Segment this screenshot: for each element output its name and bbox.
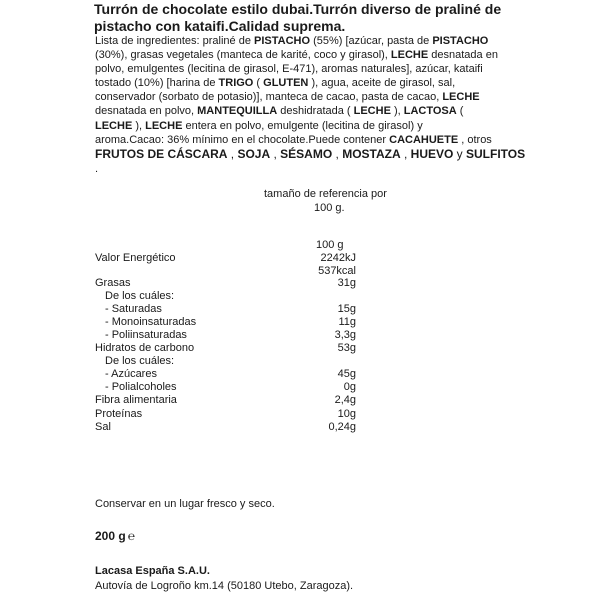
- allergen: LECHE: [145, 119, 183, 132]
- nutrient-value: 15g: [337, 303, 356, 316]
- ingredients-text: ),: [390, 105, 404, 118]
- allergen: LECHE: [95, 119, 133, 132]
- title-line-1: Turrón de chocolate estilo dubai.Turrón diverso de praliné de: [94, 1, 502, 17]
- allergen: PISTACHO: [432, 35, 489, 47]
- ingredients-text: desnatada en polvo,: [95, 105, 198, 118]
- ingredients-text: (55%) [azúcar, pasta de: [310, 35, 433, 47]
- allergen: MOSTAZA: [342, 146, 401, 161]
- nutrient-label: Hidratos de carbono: [95, 342, 195, 355]
- estimated-sign-icon: ℮: [127, 529, 135, 543]
- ingredients-text: deshidratada (: [277, 105, 354, 118]
- allergen: SÉSAMO: [280, 146, 333, 161]
- ingredients-list: [95, 34, 526, 176]
- allergen: LECHE: [353, 105, 391, 118]
- nutrient-value: 0g: [343, 381, 356, 394]
- ingredients-text: , otros: [458, 133, 492, 146]
- ingredients-text: ,: [400, 146, 411, 161]
- ingredients-text: polvo, emulgentes (lecitina de girasol, E-471), aromas naturales], azúcar, kataifi: [95, 63, 483, 76]
- nutrient-label: Proteínas: [95, 407, 143, 420]
- ingredients-text: tostado (10%) [harina de: [95, 77, 219, 90]
- allergen: PISTACHO: [254, 35, 311, 47]
- storage-instructions: Conservar en un lugar fresco y seco.: [95, 498, 275, 510]
- ingredients-text: (: [456, 105, 464, 118]
- ingredients-text: ),: [132, 119, 146, 132]
- nutrient-label: Grasas: [95, 277, 131, 289]
- reference-note: [264, 187, 387, 215]
- allergen: FRUTOS DE CÁSCARA: [95, 146, 228, 161]
- ingredients-text: ,: [227, 146, 238, 161]
- reference-line-2: 100 g.: [314, 202, 345, 214]
- ingredients-text: ,: [270, 146, 281, 161]
- ingredients-text: .: [95, 162, 99, 175]
- reference-line-1: tamaño de referencia por: [264, 188, 387, 200]
- ingredients-text: ,: [332, 146, 343, 161]
- nutrient-value: 53g: [337, 342, 356, 355]
- nutrient-value: 11g: [338, 316, 356, 329]
- ingredients-text: Lista de ingredientes: praliné de: [95, 35, 254, 47]
- allergen: LECHE: [390, 49, 429, 62]
- nutrient-value: 10g: [337, 407, 356, 420]
- nutrient-label: De los cuáles:: [105, 290, 175, 303]
- nutrient-label: - Poliinsaturadas: [105, 329, 187, 342]
- nutrient-label: - Monoinsaturadas: [105, 316, 197, 329]
- company-name: Lacasa España S.A.U.: [95, 565, 210, 577]
- product-title: [94, 1, 514, 35]
- nutrient-value: 0,24g: [328, 420, 356, 433]
- nutrient-label: Fibra alimentaria: [95, 394, 177, 407]
- allergen: GLUTEN: [263, 77, 309, 90]
- ingredients-text: (30%), grasas vegetales (manteca de karité, coco y girasol),: [95, 49, 391, 62]
- ingredients-text: desnatada en: [428, 49, 498, 62]
- nutrient-value: 31g: [337, 277, 356, 289]
- allergen: LACTOSA: [403, 105, 457, 118]
- nutrient-label: - Azúcares: [105, 368, 157, 381]
- company-address: Autovía de Logroño km.14 (50180 Utebo, Zaragoza).: [95, 580, 354, 592]
- nutrient-label: - Saturadas: [105, 303, 162, 316]
- nutrient-label: - Polialcoholes: [105, 381, 177, 394]
- nutrient-label: Sal: [95, 420, 111, 433]
- energy-label: Valor Energético: [95, 252, 176, 264]
- allergen: SOJA: [237, 146, 271, 161]
- ingredients-text: entera en polvo, emulgente (lecitina de girasol) y: [182, 119, 423, 132]
- nutrient-label: De los cuáles:: [105, 355, 175, 368]
- allergen: HUEVO: [410, 146, 454, 161]
- allergen: CACAHUETE: [389, 133, 459, 146]
- allergen: MANTEQUILLA: [197, 105, 278, 118]
- ingredients-text: ), agua, aceite de girasol, sal,: [308, 77, 456, 90]
- allergen: TRIGO: [218, 77, 254, 90]
- nutrient-value: 3,3g: [334, 329, 356, 342]
- net-weight-value: 200 g: [95, 529, 126, 543]
- net-weight: [95, 529, 135, 543]
- nutrient-value: 45g: [337, 368, 356, 381]
- ingredients-text: conservador (sorbato de potasio)], manteca de cacao, pasta de cacao,: [95, 91, 443, 104]
- nutrient-value: 2,4g: [334, 394, 356, 407]
- energy-kj: 2242kJ: [320, 252, 356, 264]
- allergen: SULFITOS: [466, 146, 526, 161]
- ingredients-text: y: [453, 146, 467, 161]
- energy-kcal: 537kcal: [318, 265, 356, 277]
- ingredients-text: (: [253, 77, 264, 90]
- ingredients-text: aroma.Cacao: 36% mínimo en el chocolate.Puede contener: [95, 133, 390, 146]
- nutrition-column-header: 100 g: [316, 239, 344, 251]
- title-line-2: pistacho con kataifi.Calidad suprema.: [94, 18, 346, 34]
- allergen: LECHE: [442, 91, 480, 104]
